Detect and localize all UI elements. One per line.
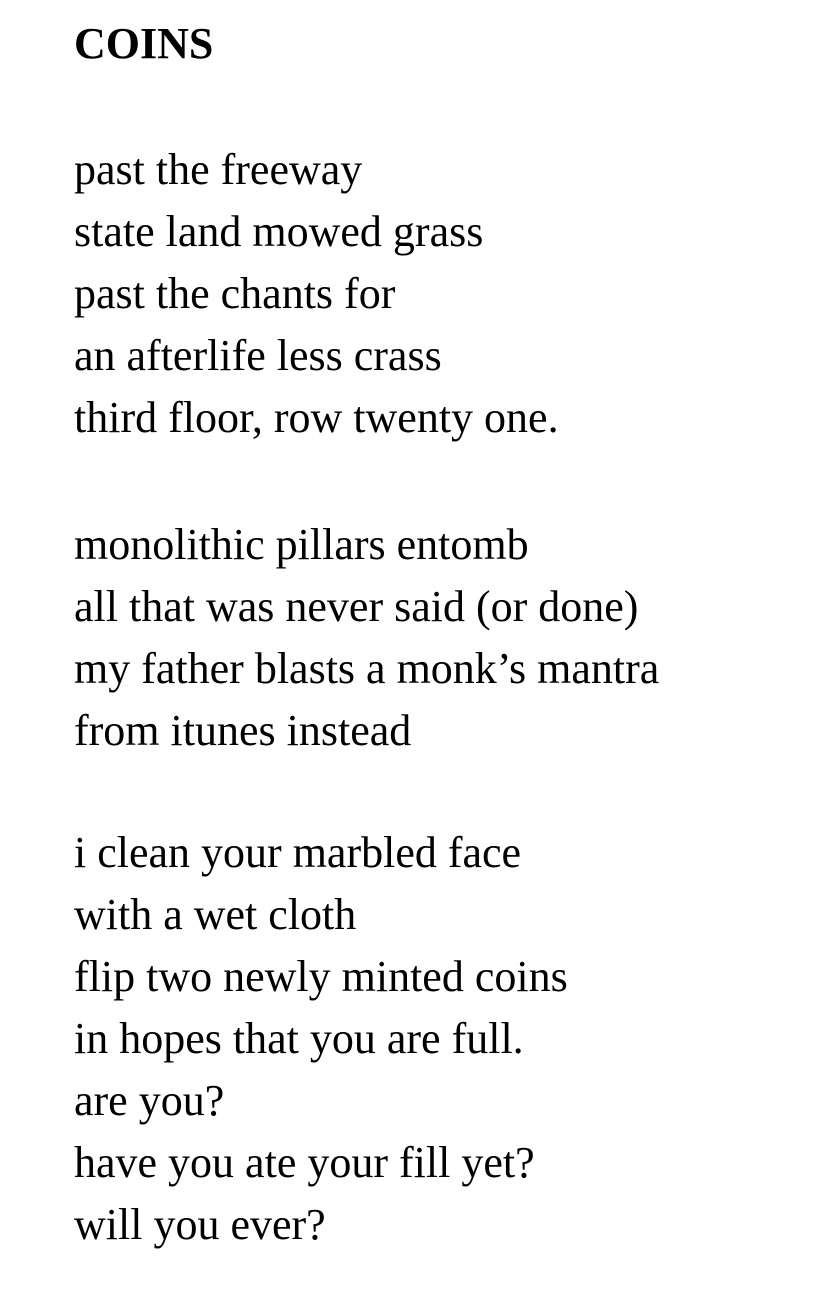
poem-line: in hopes that you are full. [74, 1014, 524, 1063]
poem-line: with a wet cloth [74, 890, 357, 939]
poem-line: flip two newly minted coins [74, 952, 568, 1001]
poem-title: COINS [74, 19, 214, 68]
poem-line: i clean your marbled face [74, 828, 522, 877]
poem-line: third floor, row twenty one. [74, 393, 559, 442]
poem-line: my father blasts a monk’s mantra [74, 644, 660, 693]
poem-line: an afterlife less crass [74, 331, 442, 380]
poem-line: from itunes instead [74, 706, 412, 755]
poem-line: past the freeway [74, 145, 363, 194]
stanza-2 [74, 514, 659, 762]
poem-line: past the chants for [74, 269, 396, 318]
poem-line: have you ate your fill yet? [74, 1138, 535, 1187]
stanza-1 [74, 139, 559, 449]
poem-line: state land mowed grass [74, 207, 484, 256]
stanza-3 [74, 822, 568, 1256]
poem-line: will you ever? [74, 1200, 326, 1249]
poem-line: all that was never said (or done) [74, 582, 639, 631]
poem-line: monolithic pillars entomb [74, 520, 529, 569]
poem-line: are you? [74, 1076, 225, 1125]
